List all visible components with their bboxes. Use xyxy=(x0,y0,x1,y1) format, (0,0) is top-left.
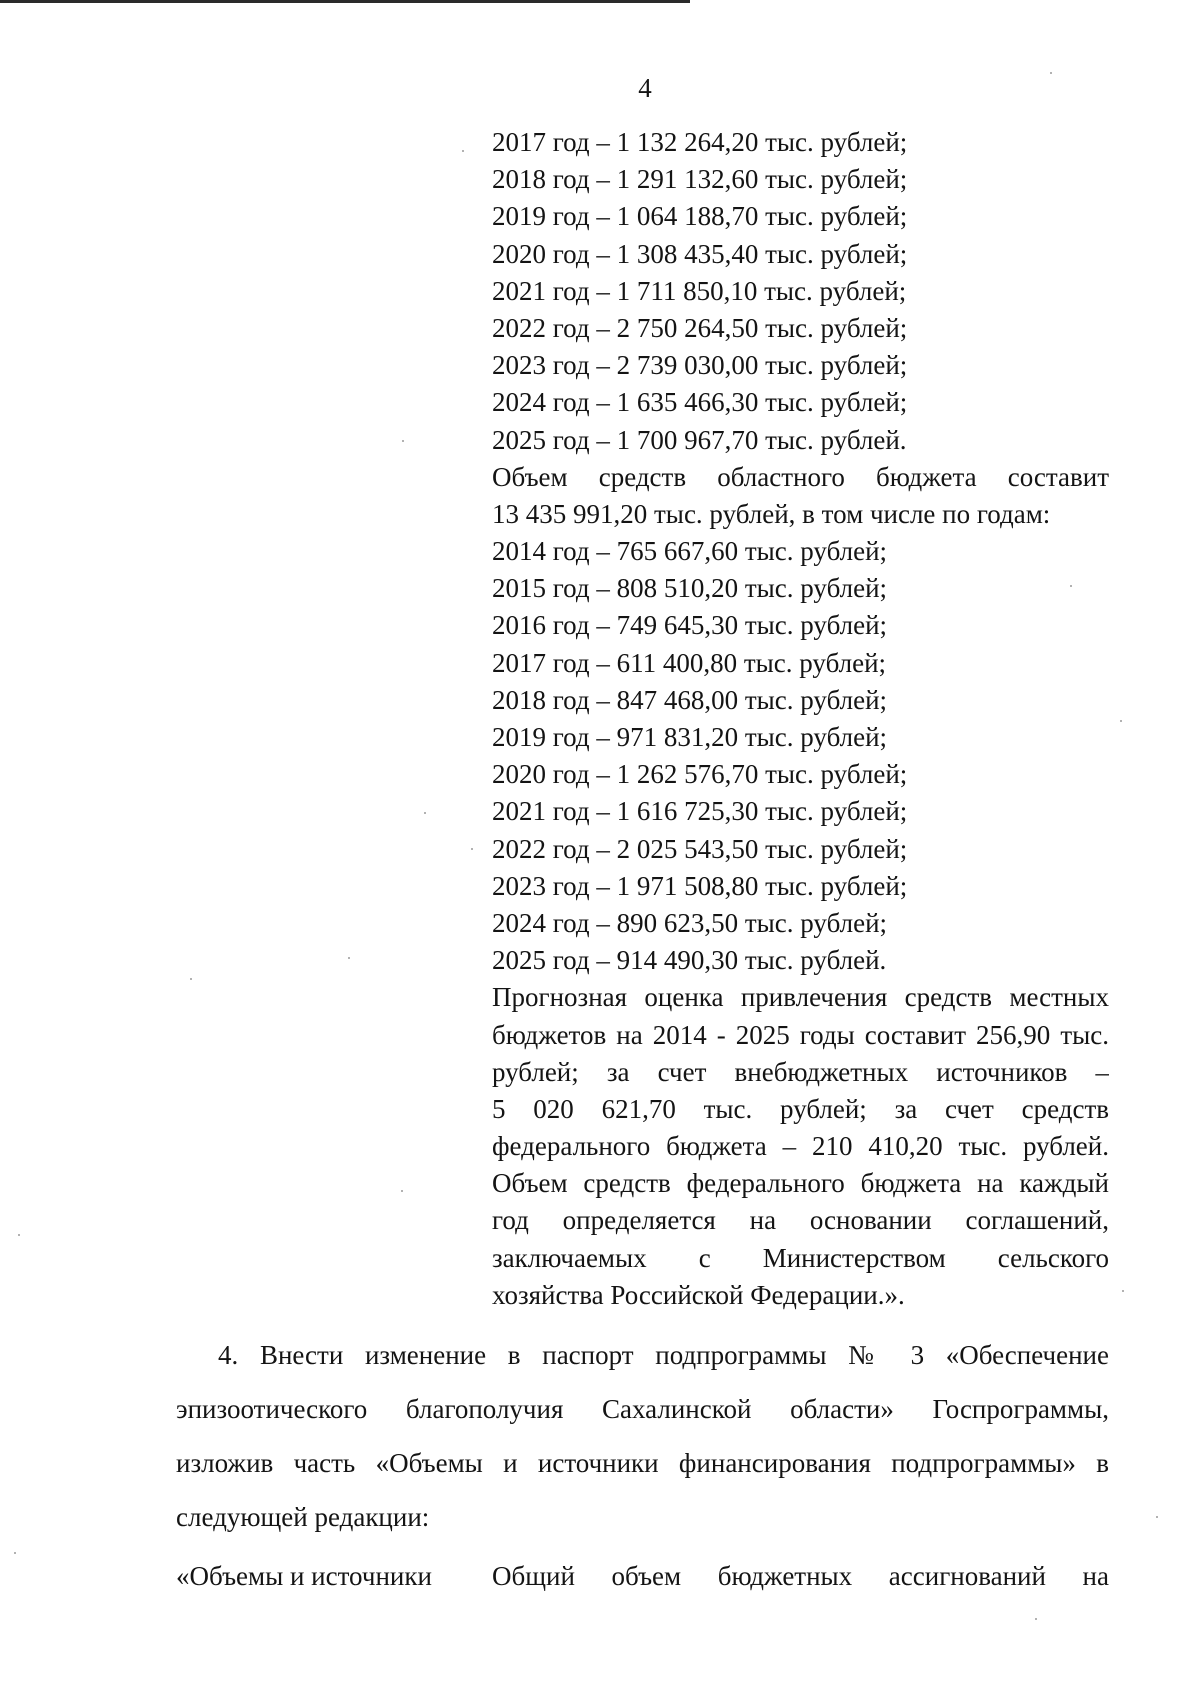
paragraph-line: год определяется на основании соглашений, xyxy=(492,1205,1109,1236)
scan-speck xyxy=(1050,72,1052,74)
paragraph-line: Прогнозная оценка привлечения средств местных xyxy=(492,982,1109,1013)
paragraph-line: бюджетов на 2014 - 2025 годы составит 256,90 тыс. xyxy=(492,1019,1109,1050)
scan-speck xyxy=(424,812,426,814)
scan-speck xyxy=(1070,585,1072,587)
year-line: 2023 год – 2 739 030,00 тыс. рублей; xyxy=(492,350,908,381)
paragraph-line: изложив часть «Объемы и источники финансирования подпрограммы» в xyxy=(176,1448,1109,1478)
year-line: 2017 год – 611 400,80 тыс. рублей; xyxy=(492,647,887,678)
year-line: 2021 год – 1 711 850,10 тыс. рублей; xyxy=(492,275,907,306)
scan-speck xyxy=(1120,720,1122,722)
scan-top-edge xyxy=(0,0,690,3)
year-line: 2021 год – 1 616 725,30 тыс. рублей; xyxy=(492,796,908,827)
year-line: 2025 год – 914 490,30 тыс. рублей. xyxy=(492,945,887,976)
scan-speck xyxy=(18,1234,20,1236)
scan-speck xyxy=(14,1552,16,1554)
year-line: 2018 год – 847 468,00 тыс. рублей; xyxy=(492,684,888,715)
scan-speck xyxy=(401,1190,403,1192)
paragraph-line: хозяйства Российской Федерации.». xyxy=(492,1279,905,1310)
funding-right-column xyxy=(492,124,1109,1314)
paragraph-line: эпизоотического благополучия Сахалинской области» Госпрограммы, xyxy=(176,1394,1109,1424)
scan-speck xyxy=(1156,1516,1158,1518)
year-line: 2014 год – 765 667,60 тыс. рублей; xyxy=(492,536,888,567)
paragraph-line: рублей; за счет внебюджетных источников – xyxy=(492,1056,1109,1087)
year-line: 2024 год – 890 623,50 тыс. рублей; xyxy=(492,907,888,938)
scan-speck xyxy=(1035,1618,1037,1620)
paragraph-line: Объем средств областного бюджета составит xyxy=(492,461,1109,492)
table-row-label: «Объемы и источники xyxy=(176,1561,432,1591)
year-line: 2025 год – 1 700 967,70 тыс. рублей. xyxy=(492,424,907,455)
paragraph-line: федерального бюджета – 210 410,20 тыс. рублей. xyxy=(492,1131,1109,1162)
table-row-value: Общий объем бюджетных ассигнований на xyxy=(492,1561,1109,1591)
year-line: 2024 год – 1 635 466,30 тыс. рублей; xyxy=(492,387,908,418)
paragraph-line: 5 020 621,70 тыс. рублей; за счет средств xyxy=(492,1093,1109,1124)
scan-speck xyxy=(471,848,473,850)
scan-speck xyxy=(402,440,404,442)
year-line: 2020 год – 1 262 576,70 тыс. рублей; xyxy=(492,759,908,790)
regional-budget-intro xyxy=(492,459,1109,533)
passport-table-start xyxy=(0,1556,1200,1596)
paragraph-line: заключаемых с Министерством сельского xyxy=(492,1242,1109,1273)
year-line: 2016 год – 749 645,30 тыс. рублей; xyxy=(492,610,888,641)
paragraph-line: 4. Внести изменение в паспорт подпрограммы № 3 «Обеспечение xyxy=(218,1340,1109,1370)
item-4-paragraph xyxy=(176,1328,1109,1544)
paragraph-line: следующей редакции: xyxy=(176,1502,430,1532)
year-line: 2019 год – 1 064 188,70 тыс. рублей; xyxy=(492,201,908,232)
scan-speck xyxy=(1122,1290,1124,1292)
year-line: 2018 год – 1 291 132,60 тыс. рублей; xyxy=(492,164,908,195)
year-line: 2015 год – 808 510,20 тыс. рублей; xyxy=(492,573,888,604)
year-line: 2022 год – 2 750 264,50 тыс. рублей; xyxy=(492,312,908,343)
section3-year-list xyxy=(492,124,1109,459)
year-line: 2022 год – 2 025 543,50 тыс. рублей; xyxy=(492,833,908,864)
forecast-paragraph xyxy=(492,979,1109,1314)
paragraph-line: 13 435 991,20 тыс. рублей, в том числе по годам: xyxy=(492,498,1051,529)
year-line: 2019 год – 971 831,20 тыс. рублей; xyxy=(492,722,888,752)
scan-speck xyxy=(190,978,192,980)
regional-year-list xyxy=(492,533,1109,979)
year-line: 2020 год – 1 308 435,40 тыс. рублей; xyxy=(492,238,908,269)
year-line: 2017 год – 1 132 264,20 тыс. рублей; xyxy=(492,127,908,157)
scan-speck xyxy=(462,150,464,152)
page-number: 4 xyxy=(638,73,652,103)
paragraph-line: Объем средств федерального бюджета на каждый xyxy=(492,1168,1109,1199)
year-line: 2023 год – 1 971 508,80 тыс. рублей; xyxy=(492,870,908,901)
scan-speck xyxy=(348,957,350,959)
